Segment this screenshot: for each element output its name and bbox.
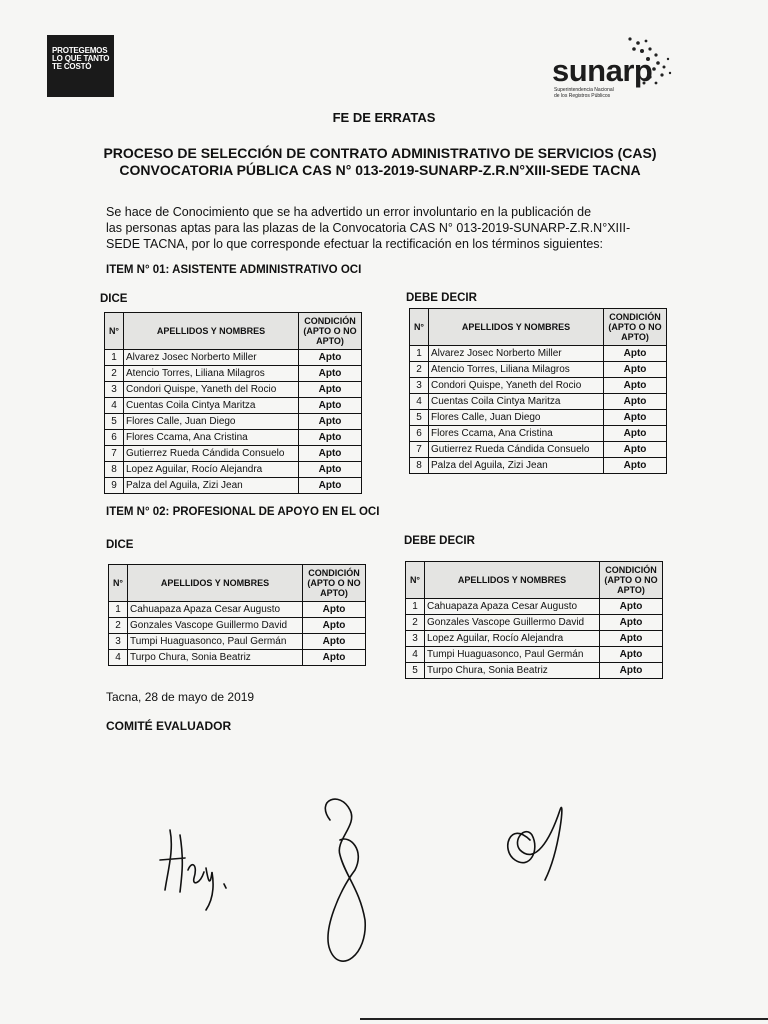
row-condition: Apto — [303, 650, 366, 666]
table-row — [410, 346, 667, 362]
signatures — [140, 780, 620, 980]
header-name: APELLIDOS Y NOMBRES — [429, 309, 604, 346]
item-2-debe-table — [405, 561, 663, 679]
table-row — [410, 458, 667, 474]
table-row — [105, 398, 362, 414]
subtitle-line: CONVOCATORIA PÚBLICA CAS N° 013-2019-SUNARP-Z.R.N°XIII-SEDE TACNA — [119, 162, 641, 178]
table-row — [109, 602, 366, 618]
row-condition: Apto — [604, 458, 667, 474]
row-name: Palza del Aguila, Zizi Jean — [124, 478, 299, 494]
table-row — [406, 663, 663, 679]
row-number: 7 — [105, 446, 124, 462]
row-condition: Apto — [604, 394, 667, 410]
table-row — [109, 650, 366, 666]
table-header-row — [109, 565, 366, 602]
row-number: 2 — [406, 615, 425, 631]
row-number: 1 — [105, 350, 124, 366]
row-name: Gonzales Vascope Guillermo David — [425, 615, 600, 631]
row-name: Lopez Aguilar, Rocío Alejandra — [425, 631, 600, 647]
intro-paragraph: Se hace de Conocimiento que se ha advertido un error involuntario en la publicación de las personas aptas para las plazas de la Convocatoria CAS N° 013-2019-SUNARP-Z.R.N°XIII- SEDE TACNA, por lo que corresponde efectuar la rectificación en los términos siguientes: — [106, 205, 631, 251]
item-1-dice-table — [104, 312, 362, 494]
row-name: Gutierrez Rueda Cándida Consuelo — [429, 442, 604, 458]
table-row — [109, 618, 366, 634]
badge-line: TE COSTÓ — [52, 62, 92, 71]
subtitle-line: PROCESO DE SELECCIÓN DE CONTRATO ADMINISTRATIVO DE SERVICIOS (CAS) — [103, 145, 657, 161]
table-row — [105, 446, 362, 462]
row-number: 4 — [109, 650, 128, 666]
row-number: 2 — [105, 366, 124, 382]
row-name: Palza del Aguila, Zizi Jean — [429, 458, 604, 474]
row-number: 5 — [410, 410, 429, 426]
row-number: 2 — [410, 362, 429, 378]
debe-decir-label: DEBE DECIR — [404, 535, 475, 547]
logo-subtitle: Superintendencia Nacional de los Registros Públicos — [554, 87, 614, 99]
item-2-title: ITEM N° 02: PROFESIONAL DE APOYO EN EL OCI — [106, 506, 380, 518]
signature-1 — [160, 830, 226, 910]
table-row — [406, 647, 663, 663]
row-name: Cahuapaza Apaza Cesar Augusto — [425, 599, 600, 615]
document-date: Tacna, 28 de mayo de 2019 — [106, 690, 255, 704]
table-row — [406, 631, 663, 647]
row-name: Gonzales Vascope Guillermo David — [128, 618, 303, 634]
row-number: 1 — [109, 602, 128, 618]
row-condition: Apto — [604, 426, 667, 442]
header-name: APELLIDOS Y NOMBRES — [128, 565, 303, 602]
row-number: 5 — [105, 414, 124, 430]
row-name: Flores Calle, Juan Diego — [124, 414, 299, 430]
row-number: 3 — [109, 634, 128, 650]
row-name: Cahuapaza Apaza Cesar Augusto — [128, 602, 303, 618]
row-name: Tumpi Huaguasonco, Paul Germán — [425, 647, 600, 663]
table-header-row — [105, 313, 362, 350]
row-condition: Apto — [299, 382, 362, 398]
table-row — [105, 462, 362, 478]
row-name: Flores Ccama, Ana Cristina — [124, 430, 299, 446]
row-condition: Apto — [600, 631, 663, 647]
table-row — [410, 442, 667, 458]
table-row — [410, 426, 667, 442]
table-row — [410, 378, 667, 394]
row-condition: Apto — [299, 446, 362, 462]
row-condition: Apto — [299, 430, 362, 446]
row-condition: Apto — [299, 414, 362, 430]
row-number: 9 — [105, 478, 124, 494]
row-name: Lopez Aguilar, Rocío Alejandra — [124, 462, 299, 478]
row-condition: Apto — [600, 599, 663, 615]
row-number: 7 — [410, 442, 429, 458]
row-condition: Apto — [600, 615, 663, 631]
row-condition: Apto — [600, 663, 663, 679]
row-condition: Apto — [299, 462, 362, 478]
badge-line: LO QUE TANTO — [52, 54, 110, 63]
header-name: APELLIDOS Y NOMBRES — [124, 313, 299, 350]
header-condition: CONDICIÓN (APTO O NO APTO) — [600, 562, 663, 599]
signature-2 — [325, 799, 365, 961]
header-name: APELLIDOS Y NOMBRES — [425, 562, 600, 599]
header-number: N° — [109, 565, 128, 602]
header-number: N° — [406, 562, 425, 599]
table-row — [410, 410, 667, 426]
table-row — [105, 366, 362, 382]
item-1-title: ITEM N° 01: ASISTENTE ADMINISTRATIVO OCI — [106, 264, 362, 276]
table-row — [105, 414, 362, 430]
row-condition: Apto — [299, 478, 362, 494]
row-name: Condori Quispe, Yaneth del Rocio — [429, 378, 604, 394]
row-condition: Apto — [299, 398, 362, 414]
row-number: 4 — [410, 394, 429, 410]
row-name: Alvarez Josec Norberto Miller — [429, 346, 604, 362]
row-name: Flores Ccama, Ana Cristina — [429, 426, 604, 442]
document-title: FE DE ERRATAS — [332, 110, 436, 125]
debe-decir-label: DEBE DECIR — [406, 292, 477, 304]
row-name: Atencio Torres, Liliana Milagros — [124, 366, 299, 382]
row-number: 8 — [105, 462, 124, 478]
row-number: 3 — [406, 631, 425, 647]
row-name: Atencio Torres, Liliana Milagros — [429, 362, 604, 378]
table-row — [410, 394, 667, 410]
row-name: Cuentas Coila Cintya Maritza — [124, 398, 299, 414]
row-name: Alvarez Josec Norberto Miller — [124, 350, 299, 366]
row-name: Turpo Chura, Sonia Beatriz — [425, 663, 600, 679]
row-number: 6 — [105, 430, 124, 446]
row-name: Flores Calle, Juan Diego — [429, 410, 604, 426]
table-row — [105, 430, 362, 446]
row-condition: Apto — [604, 346, 667, 362]
row-condition: Apto — [303, 618, 366, 634]
row-condition: Apto — [303, 634, 366, 650]
header-number: N° — [105, 313, 124, 350]
table-row — [105, 478, 362, 494]
table-row — [406, 599, 663, 615]
signature-3 — [508, 807, 562, 880]
table-row — [410, 362, 667, 378]
table-row — [105, 382, 362, 398]
row-number: 8 — [410, 458, 429, 474]
row-condition: Apto — [303, 602, 366, 618]
row-condition: Apto — [604, 378, 667, 394]
document-subtitle — [80, 145, 680, 179]
table-row — [406, 615, 663, 631]
row-name: Cuentas Coila Cintya Maritza — [429, 394, 604, 410]
table-row — [105, 350, 362, 366]
row-number: 3 — [105, 382, 124, 398]
row-condition: Apto — [604, 362, 667, 378]
logo-word: sunarp — [552, 53, 653, 88]
table-header-row — [410, 309, 667, 346]
item-1-debe-table — [409, 308, 667, 474]
row-number: 2 — [109, 618, 128, 634]
header-number: N° — [410, 309, 429, 346]
dice-label: DICE — [106, 539, 134, 551]
bottom-rule — [360, 1018, 768, 1020]
item-2-dice-table — [108, 564, 366, 666]
row-number: 1 — [406, 599, 425, 615]
row-number: 5 — [406, 663, 425, 679]
row-number: 1 — [410, 346, 429, 362]
row-condition: Apto — [299, 350, 362, 366]
row-name: Turpo Chura, Sonia Beatriz — [128, 650, 303, 666]
row-condition: Apto — [604, 410, 667, 426]
row-number: 3 — [410, 378, 429, 394]
header-condition: CONDICIÓN (APTO O NO APTO) — [303, 565, 366, 602]
sunarp-logo — [552, 35, 712, 105]
dice-label: DICE — [100, 293, 128, 305]
row-number: 4 — [105, 398, 124, 414]
row-number: 4 — [406, 647, 425, 663]
row-condition: Apto — [299, 366, 362, 382]
header-condition: CONDICIÓN (APTO O NO APTO) — [604, 309, 667, 346]
row-name: Tumpi Huaguasonco, Paul Germán — [128, 634, 303, 650]
badge-line: PROTEGEMOS — [52, 46, 108, 55]
table-header-row — [406, 562, 663, 599]
campaign-badge — [47, 35, 114, 97]
row-number: 6 — [410, 426, 429, 442]
committee-label: COMITÉ EVALUADOR — [106, 719, 232, 733]
table-row — [109, 634, 366, 650]
row-condition: Apto — [600, 647, 663, 663]
row-condition: Apto — [604, 442, 667, 458]
row-name: Condori Quispe, Yaneth del Rocio — [124, 382, 299, 398]
row-name: Gutierrez Rueda Cándida Consuelo — [124, 446, 299, 462]
header-condition: CONDICIÓN (APTO O NO APTO) — [299, 313, 362, 350]
